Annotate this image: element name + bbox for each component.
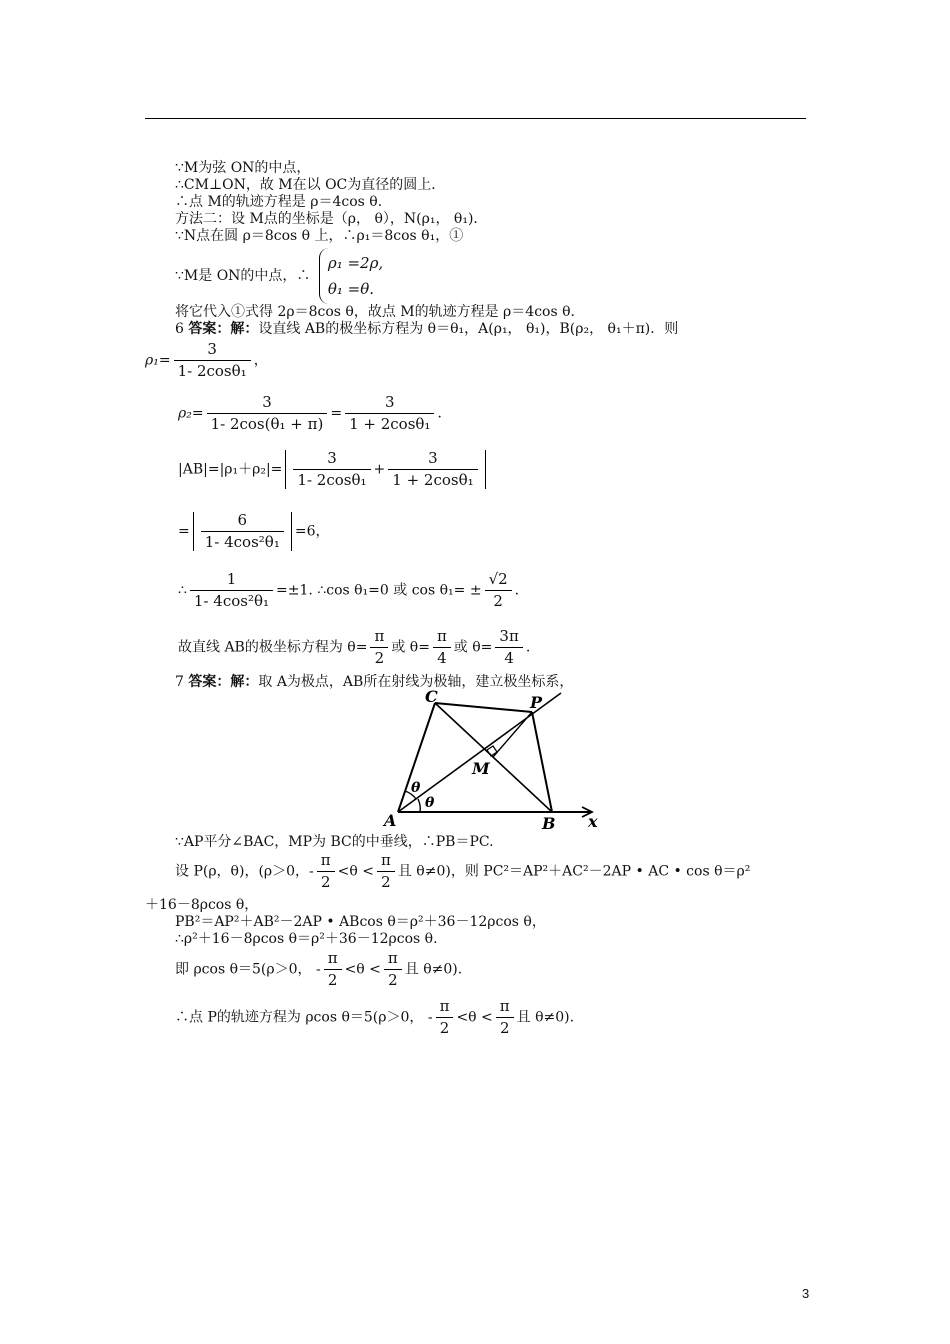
set-frac-2: [377, 852, 395, 891]
perp-bisector: [493, 712, 532, 757]
geometry-figure: [380, 688, 620, 830]
th-mid: =±1. ∴cos θ₁=0 或 cos θ₁= ±: [276, 582, 482, 599]
rho1-num: 3: [207, 340, 217, 358]
q7-number: 7: [175, 674, 184, 690]
fin-frac-2: [496, 998, 514, 1037]
line-ji: [175, 950, 462, 989]
rho2-tail: ．: [437, 405, 452, 422]
q6-number: 6: [175, 321, 184, 337]
ab2-abs: [193, 512, 292, 551]
label-p: P: [530, 693, 543, 712]
th-den: 1- 4cos²θ₁: [190, 590, 273, 610]
line-f3-den: 4: [495, 647, 522, 667]
ab2-tail: =6，: [294, 523, 330, 540]
line-or-2: 或 θ=: [453, 639, 493, 656]
line-continuation: ＋16－8ρcos θ，: [145, 897, 259, 913]
line-m-midpoint: ∵M为弦 ON的中点，: [175, 160, 311, 176]
fin-pre: ∴点 P的轨迹方程为 ρcos θ＝5(ρ＞0， -: [175, 1009, 433, 1026]
header-rule: [145, 118, 806, 119]
ab-num1: 3: [327, 449, 337, 467]
ab-fraction-2: [388, 450, 477, 489]
set-frac-1: [317, 852, 335, 891]
q7-text: 取 A为极点，AB所在射线为极轴，建立极坐标系，: [258, 674, 574, 690]
line-pre: 故直线 AB的极坐标方程为 θ=: [178, 639, 368, 656]
ab2-fraction: [201, 512, 284, 551]
fin-mid: <θ <: [456, 1009, 493, 1026]
line-tail: .: [525, 639, 531, 656]
ab-plus: +: [373, 461, 386, 478]
line-q6: [175, 321, 678, 338]
ji-frac-2: [384, 950, 402, 989]
eq-rho1: [145, 341, 268, 380]
line-equate: ∴ρ²＋16－8ρcos θ＝ρ²＋36－12ρcos θ.: [175, 931, 438, 947]
set-f2-den: 2: [377, 871, 395, 891]
ab-num2: 3: [428, 449, 438, 467]
label-theta-lower: θ: [425, 795, 435, 811]
line-f1-num: π: [374, 627, 385, 645]
line-f3-num: 3π: [499, 627, 519, 645]
set-f1-num: π: [320, 851, 331, 869]
angle-arc-2: [418, 799, 420, 812]
ab2-num: 6: [237, 511, 248, 529]
set-f2-num: π: [381, 851, 391, 869]
fin-f1-den: 2: [436, 1017, 454, 1037]
fin-f2-den: 2: [496, 1017, 514, 1037]
label-a: A: [384, 811, 397, 830]
ji-mid: <θ <: [344, 961, 381, 978]
label-theta-upper: θ: [411, 780, 421, 796]
eq-ab-simplified: [178, 512, 330, 551]
eq-rho2: [178, 394, 451, 433]
label-c: C: [425, 688, 438, 706]
th-root-den: 2: [485, 590, 512, 610]
ab-den1: 1- 2cosθ₁: [293, 469, 370, 489]
ab2-lhs: =: [178, 523, 190, 540]
line-ap-bisect: ∵AP平分∠BAC，MP为 BC的中垂线，∴PB＝PC.: [175, 834, 494, 850]
label-m: M: [472, 759, 490, 778]
set-f1-den: 2: [317, 871, 335, 891]
rho2-fraction-1: [207, 394, 328, 433]
eq-ab-length: [178, 450, 489, 489]
system-row-1: ρ₁ =2ρ,: [327, 254, 384, 272]
label-x: x: [588, 812, 598, 830]
system-prefix: ∵M是 ON的中点，∴: [175, 268, 311, 284]
fin-f2-num: π: [499, 997, 510, 1015]
line-locus-1: ∴点 M的轨迹方程是 ρ＝4cos θ．: [175, 194, 392, 210]
th-root-fraction: [485, 571, 512, 610]
eq-line-ab: [178, 628, 530, 667]
rho1-den: 1- 2cosθ₁: [174, 360, 251, 380]
ji-f2-den: 2: [384, 969, 402, 989]
label-b: B: [542, 814, 556, 830]
rho2-fraction-2: [345, 394, 434, 433]
line-n-on-circle: ∵N点在圆 ρ＝8cos θ 上，∴ρ₁＝8cos θ₁，①: [175, 228, 464, 244]
rho2-num2: 3: [384, 393, 395, 411]
ab-lhs: |AB|=|ρ₁＋ρ₂|=: [178, 461, 283, 478]
rho1-fraction: [174, 341, 251, 380]
page-number: 3: [802, 1286, 810, 1301]
ji-frac-1: [324, 950, 342, 989]
line-frac-3: [495, 628, 522, 667]
set-mid: <θ <: [337, 863, 374, 880]
rho2-eq: =: [330, 405, 343, 422]
line-f1-den: 2: [370, 647, 388, 667]
rho2-lhs: ρ₂=: [178, 405, 204, 422]
ji-f1-den: 2: [324, 969, 342, 989]
line-midpoint-system: [175, 248, 389, 304]
rho2-den2: 1 + 2cosθ₁: [345, 413, 434, 433]
line-f2-den: 4: [433, 647, 451, 667]
q6-answer-label: 答案：解：: [188, 321, 259, 337]
line-pb-squared: PB²＝AP²＋AB²－2AP • ABcos θ＝ρ²＋36－12ρcos θ，: [175, 914, 546, 930]
line-final-locus: [175, 998, 574, 1037]
ji-f2-num: π: [387, 949, 398, 967]
q6-text: 设直线 AB的极坐标方程为 θ＝θ₁，A(ρ₁， θ₁)，B(ρ₂， θ₁＋π)．则: [258, 321, 679, 337]
line-method-two: 方法二：设 M点的坐标是（ρ， θ），N(ρ₁， θ₁)．: [175, 211, 488, 227]
ji-pre: 即 ρcos θ＝5(ρ＞0， -: [175, 961, 321, 978]
equation-system: [319, 248, 389, 304]
line-or-1: 或 θ=: [391, 639, 430, 656]
ab-abs: [285, 450, 485, 489]
th-num: 1: [226, 570, 237, 588]
set-pre: 设 P(ρ，θ)，(ρ＞0，-: [175, 863, 314, 880]
ji-tail: 且 θ≠0).: [404, 961, 463, 978]
fin-tail: 且 θ≠0).: [516, 1009, 575, 1026]
ab2-den: 1- 4cos²θ₁: [201, 531, 284, 551]
th-tail: .: [514, 582, 520, 599]
th-root-num: √2: [488, 570, 508, 588]
line-frac-2: [433, 628, 451, 667]
line-f2-num: π: [436, 627, 447, 645]
ab-fraction-1: [293, 450, 370, 489]
fin-f1-num: π: [439, 997, 450, 1015]
rho1-lhs: ρ₁=: [145, 352, 171, 369]
rho2-num1: 3: [262, 393, 272, 411]
ji-f1-num: π: [327, 949, 338, 967]
line-substitute: 将它代入①式得 2ρ＝8cos θ，故点 M的轨迹方程是 ρ＝4cos θ．: [175, 304, 585, 320]
rho1-tail: ，: [253, 352, 268, 369]
fin-frac-1: [436, 998, 454, 1037]
line-cm-perp: ∴CM⊥ON，故 M在以 OC为直径的圆上．: [175, 177, 446, 193]
eq-theta1: [178, 571, 519, 610]
set-tail: 且 θ≠0)，则 PC²＝AP²＋AC²－2AP • AC • cos θ＝ρ²: [397, 863, 751, 880]
th-pre: ∴: [178, 582, 187, 599]
rho2-den1: 1- 2cos(θ₁ + π): [207, 413, 328, 433]
q7-answer-label: 答案：解：: [188, 674, 259, 690]
segment-cp: [435, 703, 532, 712]
th-fraction: [190, 571, 273, 610]
line-set-p: [175, 852, 750, 891]
system-row-2: θ₁ =θ.: [327, 280, 375, 298]
ab-den2: 1 + 2cosθ₁: [388, 469, 477, 489]
line-frac-1: [370, 628, 388, 667]
